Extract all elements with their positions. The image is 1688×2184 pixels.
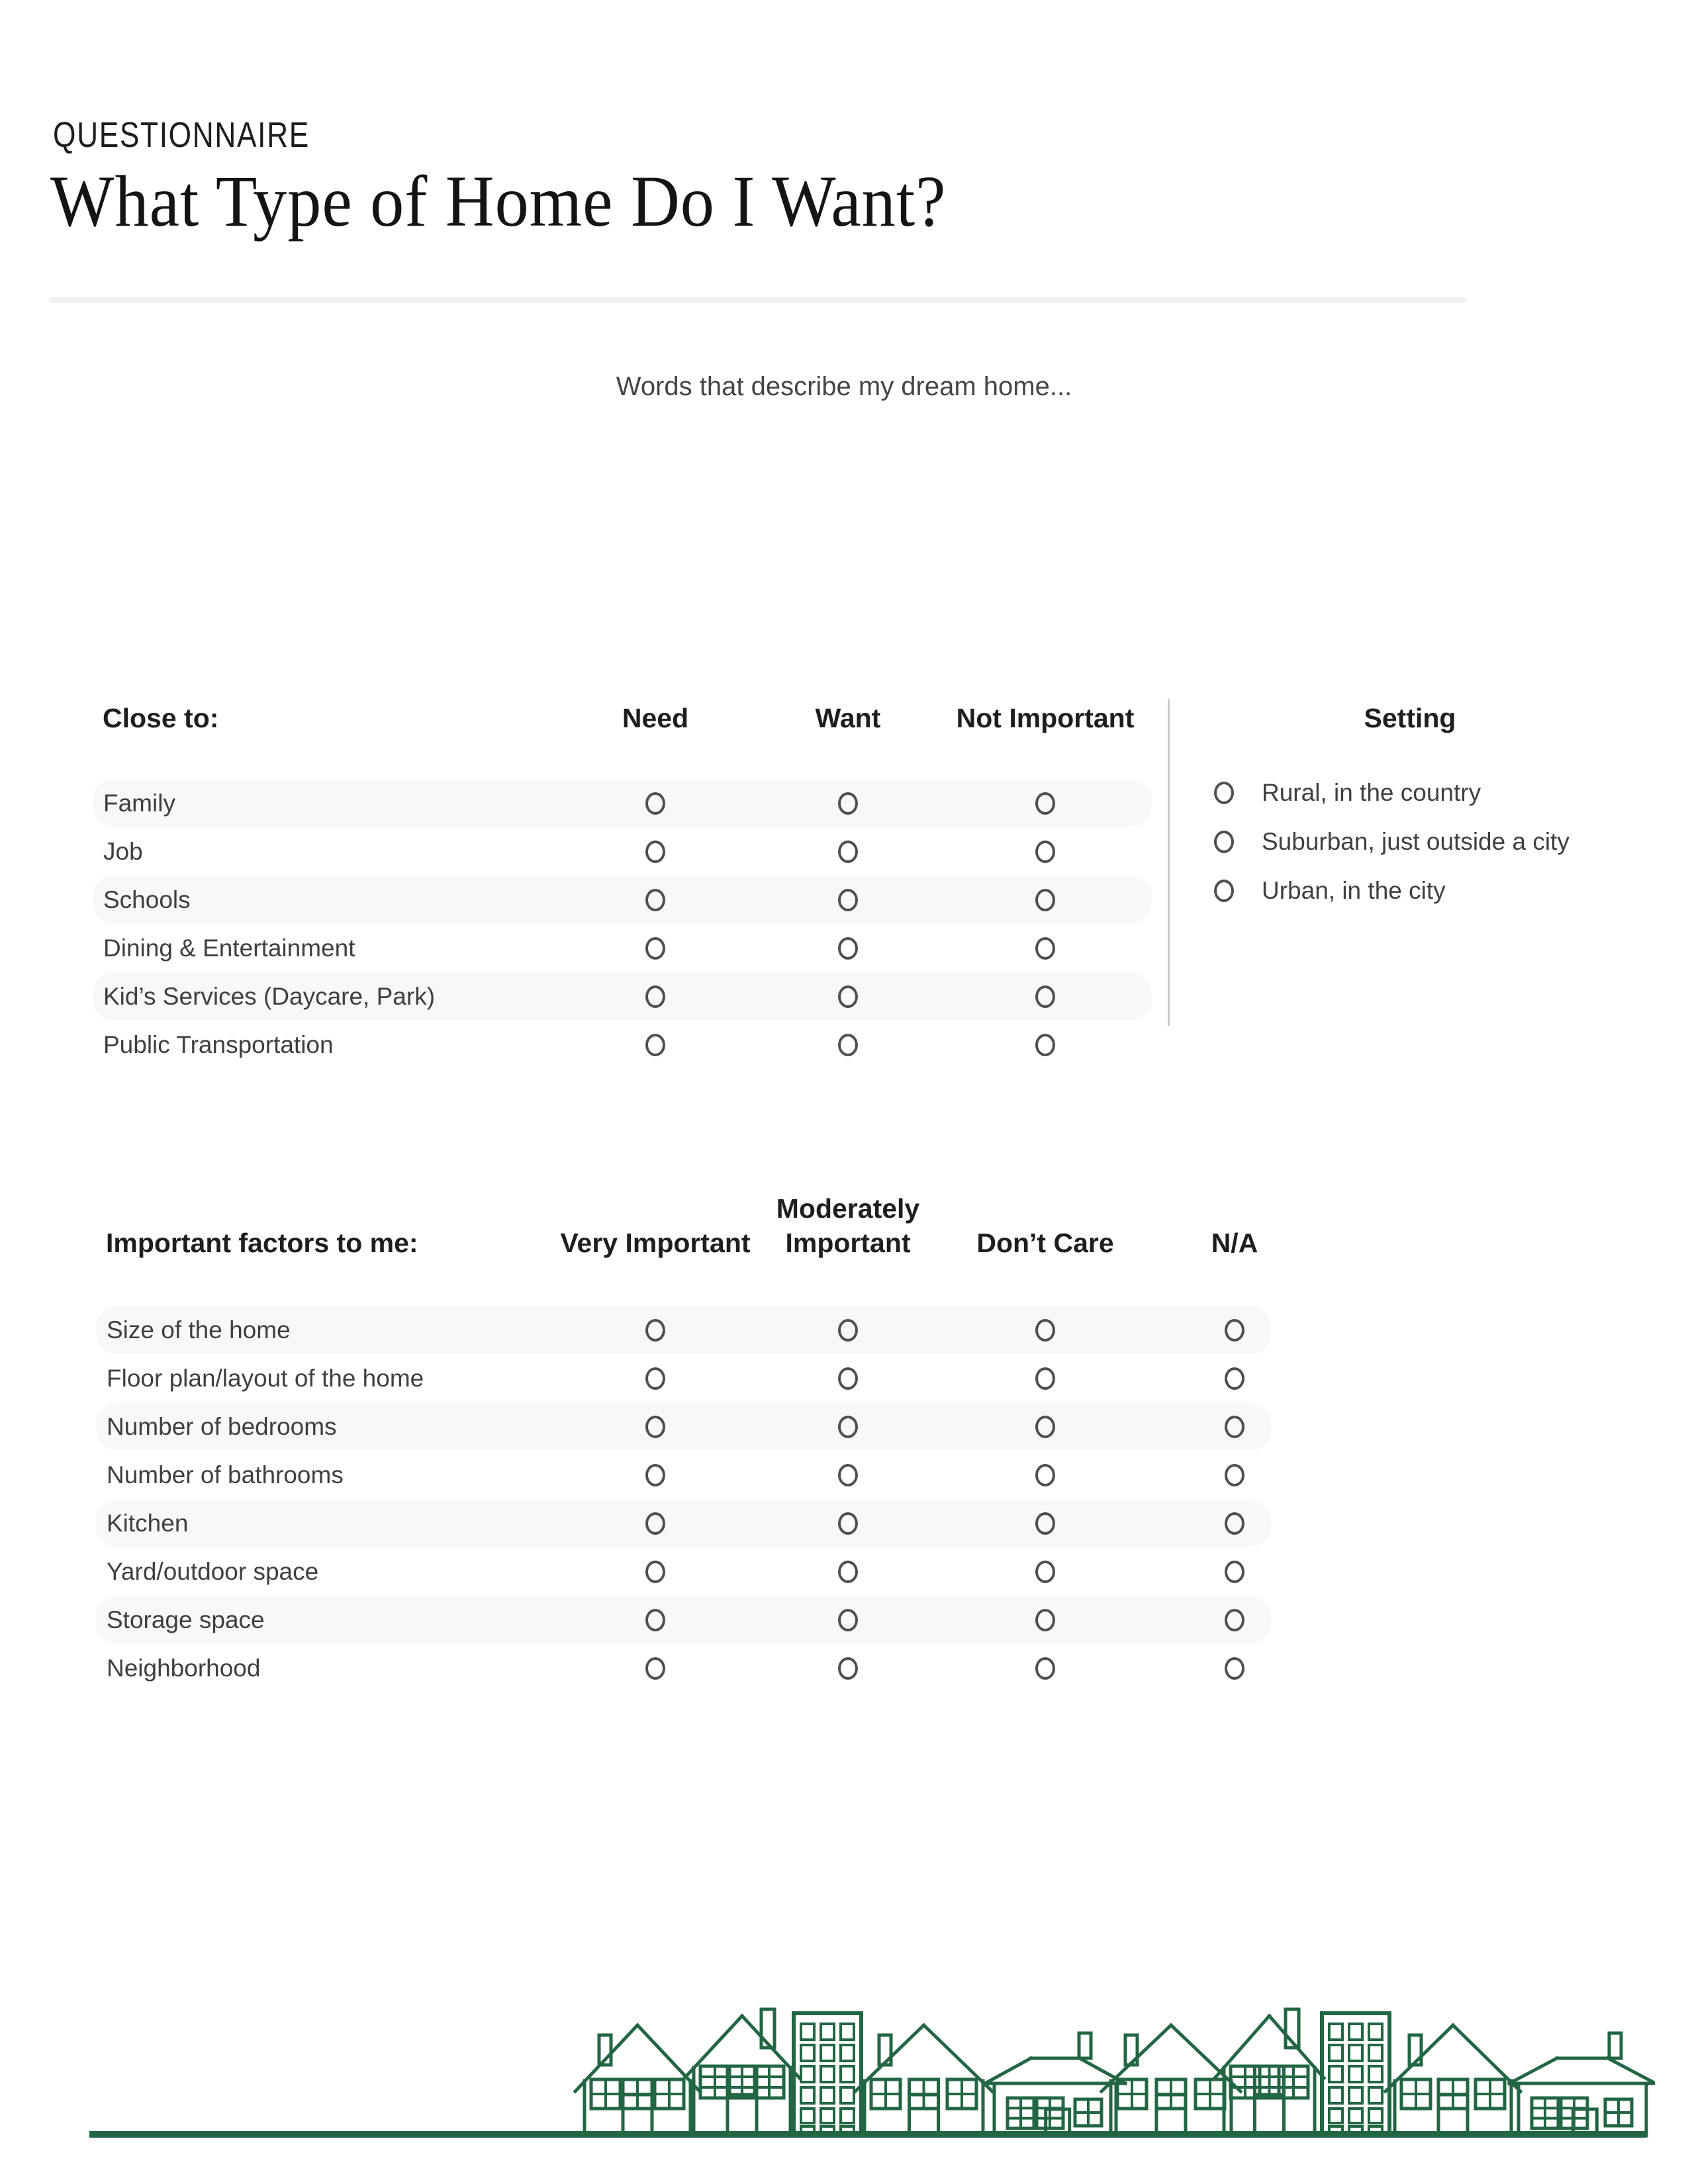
radio-button[interactable]	[645, 1034, 665, 1056]
radio-button[interactable]	[838, 792, 858, 815]
radio-button[interactable]	[1035, 1464, 1055, 1486]
row-label: Number of bedrooms	[107, 1412, 337, 1440]
table-row	[93, 779, 1152, 827]
setting-option	[1214, 878, 1446, 904]
radio-button[interactable]	[838, 1561, 858, 1583]
table-row	[96, 1306, 1271, 1354]
radio-button[interactable]	[838, 1034, 858, 1056]
column-header-na: N/A	[1211, 1228, 1258, 1258]
row-label: Number of bathrooms	[107, 1461, 344, 1488]
divider	[50, 297, 1466, 303]
radio-button[interactable]	[1035, 1416, 1055, 1438]
radio-button[interactable]	[1035, 1367, 1055, 1390]
radio-button[interactable]	[645, 889, 665, 911]
row-label: Kitchen	[107, 1509, 189, 1537]
row-label: Family	[103, 789, 175, 817]
table-row	[93, 924, 1152, 972]
radio-button[interactable]	[1035, 889, 1055, 911]
radio-button[interactable]	[1214, 831, 1234, 853]
radio-button[interactable]	[838, 889, 858, 911]
radio-button[interactable]	[645, 1512, 665, 1535]
row-label: Storage space	[107, 1606, 265, 1633]
column-header-dont-care: Don’t Care	[976, 1228, 1114, 1258]
setting-option	[1214, 829, 1570, 855]
column-header-very-important: Very Important	[560, 1228, 751, 1258]
radio-button[interactable]	[1225, 1657, 1244, 1680]
radio-button[interactable]	[1225, 1464, 1244, 1486]
radio-button[interactable]	[1214, 782, 1234, 804]
radio-button[interactable]	[1225, 1367, 1244, 1390]
radio-button[interactable]	[1035, 937, 1055, 960]
table-row	[93, 827, 1152, 876]
eyebrow-label: QUESTIONNAIRE	[53, 115, 310, 155]
radio-button[interactable]	[1225, 1561, 1244, 1583]
radio-button[interactable]	[838, 985, 858, 1008]
row-label: Job	[103, 837, 143, 865]
radio-button[interactable]	[838, 937, 858, 960]
table-row	[96, 1354, 1271, 1402]
factors-header: Important factors to me:	[106, 1228, 418, 1258]
table-row	[96, 1451, 1271, 1499]
row-label: Floor plan/layout of the home	[107, 1364, 424, 1392]
radio-button[interactable]	[645, 937, 665, 960]
option-label: Suburban, just outside a city	[1262, 828, 1570, 855]
table-row	[96, 1547, 1271, 1596]
radio-button[interactable]	[838, 1609, 858, 1631]
radio-button[interactable]	[645, 1319, 665, 1342]
radio-button[interactable]	[838, 1512, 858, 1535]
row-label: Neighborhood	[107, 1654, 261, 1682]
radio-button[interactable]	[1035, 985, 1055, 1008]
page-title: What Type of Home Do I Want?	[50, 161, 947, 242]
radio-button[interactable]	[1035, 1034, 1055, 1056]
radio-button[interactable]	[838, 1416, 858, 1438]
table-row	[93, 876, 1152, 924]
table-row	[93, 1021, 1152, 1069]
option-label: Urban, in the city	[1262, 877, 1446, 904]
table-row	[96, 1499, 1271, 1547]
option-label: Rural, in the country	[1262, 779, 1481, 806]
radio-button[interactable]	[838, 841, 858, 863]
radio-button[interactable]	[1035, 1319, 1055, 1342]
setting-option	[1214, 780, 1481, 806]
column-header-need: Need	[622, 703, 689, 733]
table-row	[96, 1644, 1271, 1692]
radio-button[interactable]	[1035, 1561, 1055, 1583]
radio-button[interactable]	[1035, 792, 1055, 815]
radio-button[interactable]	[645, 985, 665, 1008]
radio-button[interactable]	[645, 1561, 665, 1583]
radio-button[interactable]	[1035, 841, 1055, 863]
radio-button[interactable]	[838, 1367, 858, 1390]
radio-button[interactable]	[1225, 1609, 1244, 1631]
vertical-divider	[1168, 699, 1170, 1026]
houses-skyline-illustration	[79, 1933, 1655, 2144]
row-label: Yard/outdoor space	[107, 1557, 319, 1585]
radio-button[interactable]	[1035, 1657, 1055, 1680]
radio-button[interactable]	[838, 1319, 858, 1342]
radio-button[interactable]	[838, 1657, 858, 1680]
column-header-moderately-important: Moderately Important	[776, 1193, 920, 1258]
column-header-not-important: Not Important	[956, 703, 1135, 733]
table-row	[93, 972, 1152, 1021]
setting-header: Setting	[1364, 703, 1456, 733]
table-row	[96, 1402, 1271, 1451]
radio-button[interactable]	[1035, 1512, 1055, 1535]
dream-home-prompt: Words that describe my dream home...	[616, 372, 1072, 401]
radio-button[interactable]	[645, 1609, 665, 1631]
row-label: Schools	[103, 886, 191, 913]
radio-button[interactable]	[645, 841, 665, 863]
radio-button[interactable]	[1035, 1609, 1055, 1631]
radio-button[interactable]	[645, 1416, 665, 1438]
row-label: Dining & Entertainment	[103, 934, 355, 962]
radio-button[interactable]	[645, 1657, 665, 1680]
row-label: Size of the home	[107, 1316, 291, 1343]
radio-button[interactable]	[1225, 1512, 1244, 1535]
radio-button[interactable]	[1225, 1416, 1244, 1438]
radio-button[interactable]	[645, 1367, 665, 1390]
table-row	[96, 1596, 1271, 1644]
radio-button[interactable]	[838, 1464, 858, 1486]
radio-button[interactable]	[645, 792, 665, 815]
row-label: Kid’s Services (Daycare, Park)	[103, 982, 436, 1010]
radio-button[interactable]	[1225, 1319, 1244, 1342]
column-header-want: Want	[815, 703, 881, 733]
row-label: Public Transportation	[103, 1030, 334, 1058]
radio-button[interactable]	[1214, 880, 1234, 902]
close-to-header: Close to:	[103, 703, 219, 733]
radio-button[interactable]	[645, 1464, 665, 1486]
